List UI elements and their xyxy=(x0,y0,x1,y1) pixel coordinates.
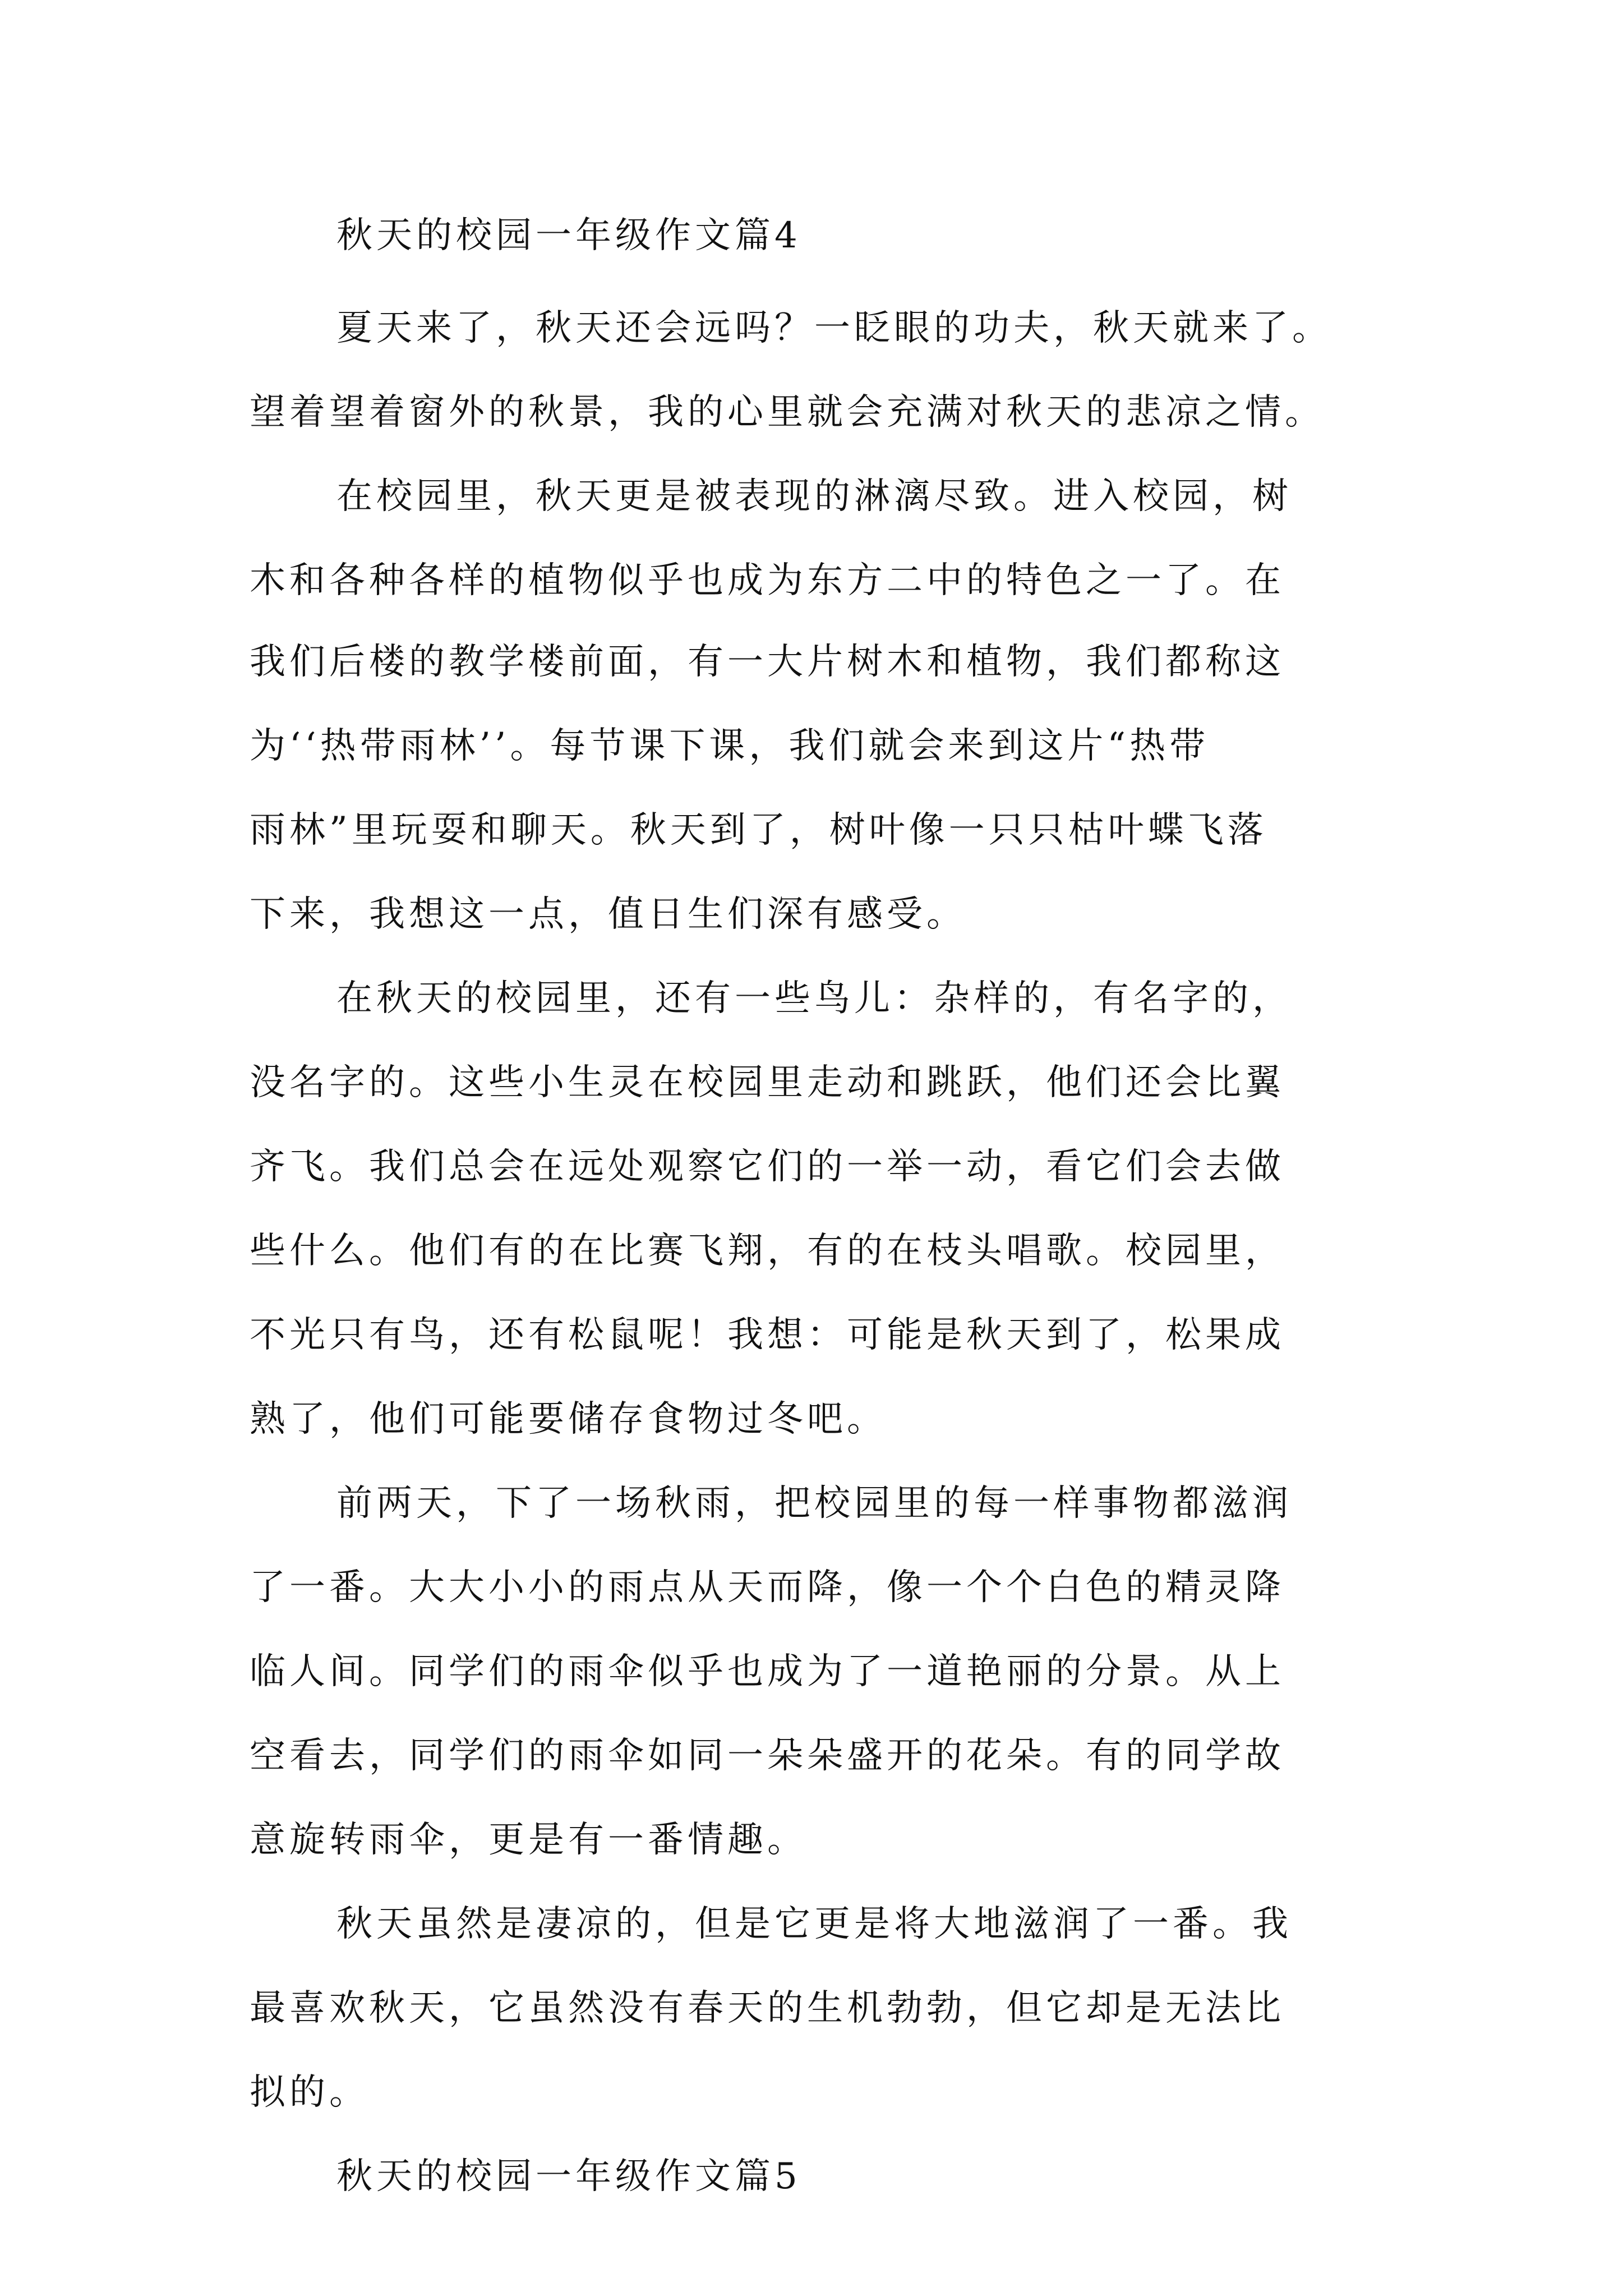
paragraph-line: 最喜欢秋天，它虽然没有春天的生机勃勃，但它却是无法比 xyxy=(250,1987,1285,2029)
paragraph-line: 了一番。大大小小的雨点从天而降，像一个个白色的精灵降 xyxy=(250,1567,1285,1608)
paragraph-line: 我们后楼的教学楼前面，有一大片树木和植物，我们都称这 xyxy=(250,641,1285,683)
paragraph-line: 木和各种各样的植物似乎也成为东方二中的特色之一了。在 xyxy=(250,560,1285,601)
paragraph-line: 雨林”里玩耍和聊天。秋天到了，树叶像一只只枯叶蝶飞落 xyxy=(250,809,1267,851)
paragraph-line: 齐飞。我们总会在远处观察它们的一举一动，看它们会去做 xyxy=(250,1146,1285,1188)
paragraph-line: 些什么。他们有的在比赛飞翔，有的在枝头唱歌。校园里， xyxy=(250,1230,1285,1272)
paragraph-line: 在秋天的校园里，还有一些鸟儿：杂样的，有名字的， xyxy=(336,978,1292,1019)
paragraph-line: 空看去，同学们的雨伞如同一朵朵盛开的花朵。有的同学故 xyxy=(250,1735,1285,1777)
paragraph-line: 夏天来了，秋天还会远吗？一眨眼的功夫，秋天就来了。 xyxy=(336,307,1332,349)
paragraph-line: 望着望着窗外的秋景，我的心里就会充满对秋天的悲凉之情。 xyxy=(250,392,1325,433)
paragraph-line: 为‘‘热带雨林’’。每节课下课，我们就会来到这片“热带 xyxy=(250,725,1210,767)
paragraph-line: 下来，我想这一点，值日生们深有感受。 xyxy=(250,894,966,935)
paragraph-line: 在校园里，秋天更是被表现的淋漓尽致。进入校园，树 xyxy=(336,476,1292,517)
paragraph-line: 秋天虽然是凄凉的，但是它更是将大地滋润了一番。我 xyxy=(336,1903,1292,1945)
heading-part-5: 秋天的校园一年级作文篇5 xyxy=(336,2156,801,2197)
heading-part-4: 秋天的校园一年级作文篇4 xyxy=(336,215,801,256)
paragraph-line: 意旋转雨伞，更是有一番情趣。 xyxy=(250,1819,807,1861)
paragraph-line: 没名字的。这些小生灵在校园里走动和跳跃，他们还会比翼 xyxy=(250,1062,1285,1103)
paragraph-line: 前两天，下了一场秋雨，把校园里的每一样事物都滋润 xyxy=(336,1483,1292,1524)
paragraph-line: 临人间。同学们的雨伞似乎也成为了一道艳丽的分景。从上 xyxy=(250,1651,1285,1692)
paragraph-line: 熟了，他们可能要储存食物过冬吧。 xyxy=(250,1398,887,1440)
paragraph-line: 拟的。 xyxy=(250,2072,369,2113)
paragraph-line: 不光只有鸟，还有松鼠呢！我想：可能是秋天到了，松果成 xyxy=(250,1314,1285,1356)
